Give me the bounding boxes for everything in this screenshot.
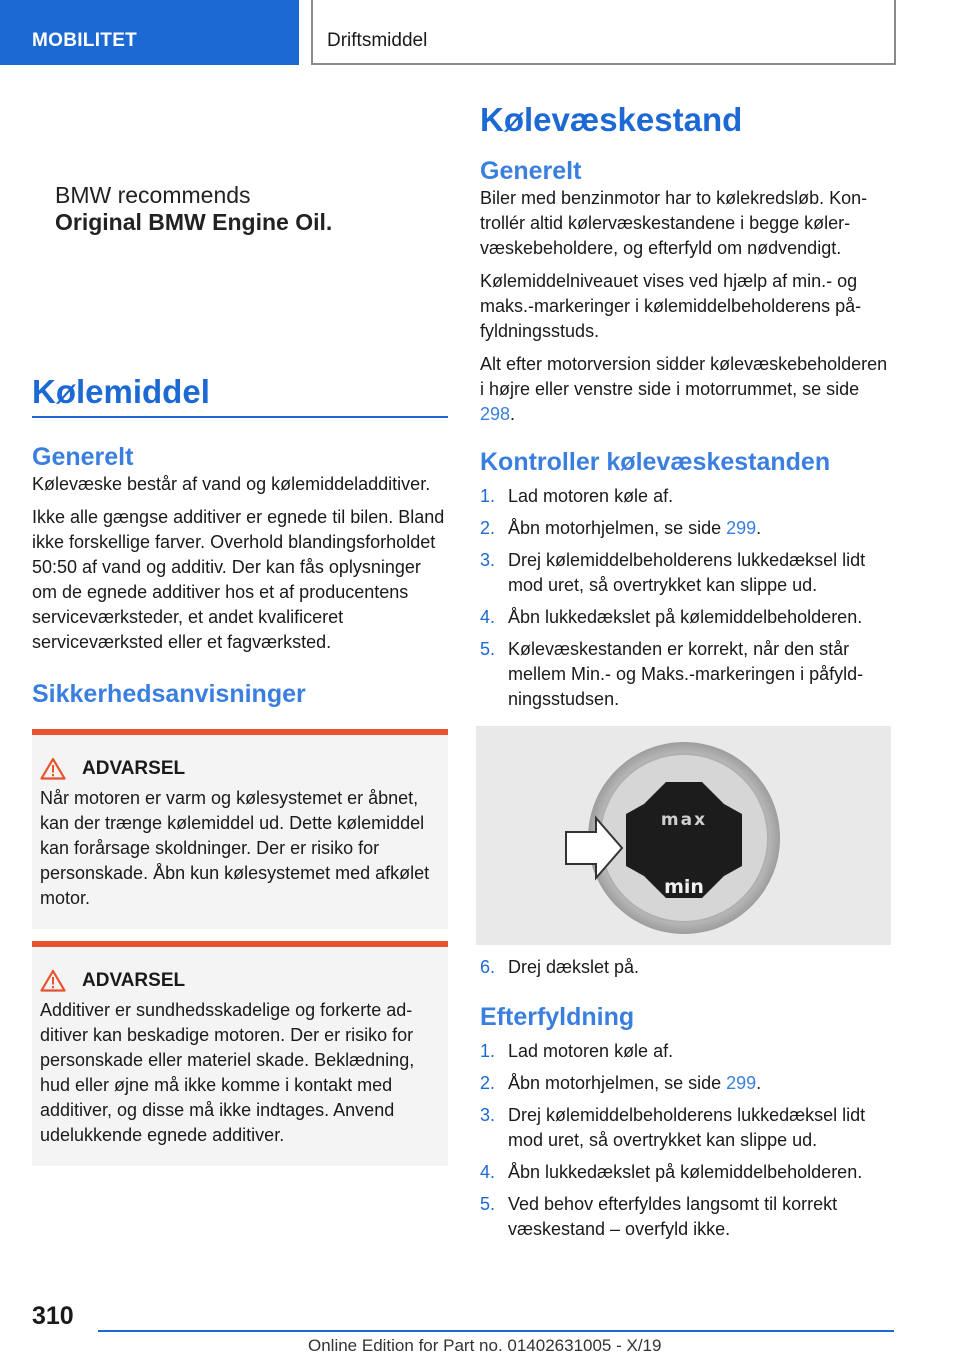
- list-item: 4. Åbn lukkedækslet på kølemiddelbeholderen.: [480, 1162, 863, 1182]
- general-heading: Generelt: [480, 157, 582, 185]
- check-heading: Kontroller kølevæskestanden: [480, 448, 831, 476]
- warning-triangle-icon: [40, 757, 66, 780]
- section-label: MOBILITET: [32, 30, 138, 51]
- general-paragraph-2: Ikke alle gængse additiver er egnede til bilen. Bland ikke forskellige farver. Overhold blandingsforholdet 50:50 af vand og additiv. Der kan fås oplysninger om de egnede additiver hos et af producentens serviceværksteder, et andet kvalificeret serviceværksted eller et fagværksted.: [32, 507, 445, 652]
- oil-ad-line1: BMW recommends: [55, 182, 251, 208]
- warning-triangle-icon: [40, 969, 66, 992]
- page-link[interactable]: 299: [726, 518, 757, 538]
- warning-box-1: [32, 729, 448, 929]
- list-item: 3. Drej kølemiddelbeholderens lukkedæksel lidt mod uret, så overtrykket kan slippe ud.: [480, 1105, 866, 1150]
- general-paragraph-3: Alt efter motorversion sidder kølevæskebeholderen i højre eller venstre side i motorrummet, se side 298.: [480, 354, 888, 424]
- min-mark: min: [664, 876, 704, 898]
- list-item: 5. Ved behov efterfyldes langsomt til korrekt væskestand – overfyld ikke.: [480, 1194, 838, 1239]
- list-item: 1. Lad motoren køle af.: [480, 486, 674, 506]
- check-steps: [480, 484, 892, 712]
- list-item: 2. Åbn motorhjelmen, se side 299.: [480, 1073, 762, 1093]
- general-paragraph-1: Kølevæske består af vand og kølemiddeladditiver.: [32, 474, 431, 494]
- general-paragraph-1: Biler med benzinmotor har to kølekredsløb. Kontrollér altid kølervæskestandene i begge kølervæskebeholdere, og efterfyld om nødvendigt.: [480, 188, 868, 258]
- list-item: 4. Åbn lukkedækslet på kølemiddelbeholderen.: [480, 607, 863, 627]
- warning-box-2: [32, 941, 448, 1166]
- general-paragraph-2: Kølemiddelniveauet vises ved hjælp af min.- og maks.-markeringer i kølemiddelbeholderens påfyldningsstuds.: [480, 271, 862, 341]
- footer-divider: [98, 1330, 894, 1332]
- coolant-cap-illustration: [476, 726, 891, 945]
- chapter-tab[interactable]: [311, 0, 896, 65]
- list-item: 2. Åbn motorhjelmen, se side 299.: [480, 518, 762, 538]
- section-tab[interactable]: [0, 0, 299, 65]
- list-item: 1. Lad motoren køle af.: [480, 1041, 674, 1061]
- chapter-label: Driftsmiddel: [327, 30, 428, 51]
- edition-note: Online Edition for Part no. 01402631005 - X/19: [308, 1336, 662, 1355]
- refill-steps: [480, 1039, 892, 1242]
- left-column: [32, 80, 448, 1166]
- refill-heading: Efterfyldning: [480, 1003, 635, 1031]
- warning-text: Additiver er sundhedsskadelige og forkerte additiver kan beskadige motoren. Der er risiko for personskade eller materiel skade. Beklædning, hud eller øjne må ikke komme i kontakt med additiver, og disse må ikke indtages. Anvend udelukkende egnede additiver.: [40, 1000, 415, 1145]
- page-link[interactable]: 298: [480, 404, 511, 424]
- coolant-level-title: Kølevæskestand: [480, 101, 743, 138]
- coolant-cap-figure: [476, 726, 891, 945]
- page-number: 310: [32, 1302, 74, 1330]
- right-column: [480, 100, 892, 1242]
- warning-text: Når motoren er varm og kølesystemet er åbnet, kan der trænge kølemiddel ud. Dette kølemiddel kan forårsage skoldninger. Der er risiko for personskade. Åbn kun kølesystemet med afkølet motor.: [40, 788, 430, 908]
- list-item: 6. Drej dækslet på.: [480, 957, 640, 977]
- check-step-6: [480, 955, 892, 980]
- oil-ad-line2: Original BMW Engine Oil.: [55, 209, 333, 235]
- list-item: 3. Drej kølemiddelbeholderens lukkedæksel lidt mod uret, så overtrykket kan slippe ud.: [480, 550, 866, 595]
- oil-advertisement: [32, 80, 448, 350]
- page-link[interactable]: 299: [726, 1073, 757, 1093]
- max-mark: max: [660, 810, 708, 830]
- list-item: 5. Kølevæskestanden er korrekt, når den står mellem Min.- og Maks.-markeringen i påfyldningsstudsen.: [480, 639, 864, 709]
- safety-heading: Sikkerhedsanvisninger: [32, 680, 306, 708]
- warning-label: ADVARSEL: [82, 969, 186, 991]
- general-heading: Generelt: [32, 443, 134, 471]
- coolant-title: Kølemiddel: [32, 372, 448, 418]
- warning-label: ADVARSEL: [82, 757, 186, 779]
